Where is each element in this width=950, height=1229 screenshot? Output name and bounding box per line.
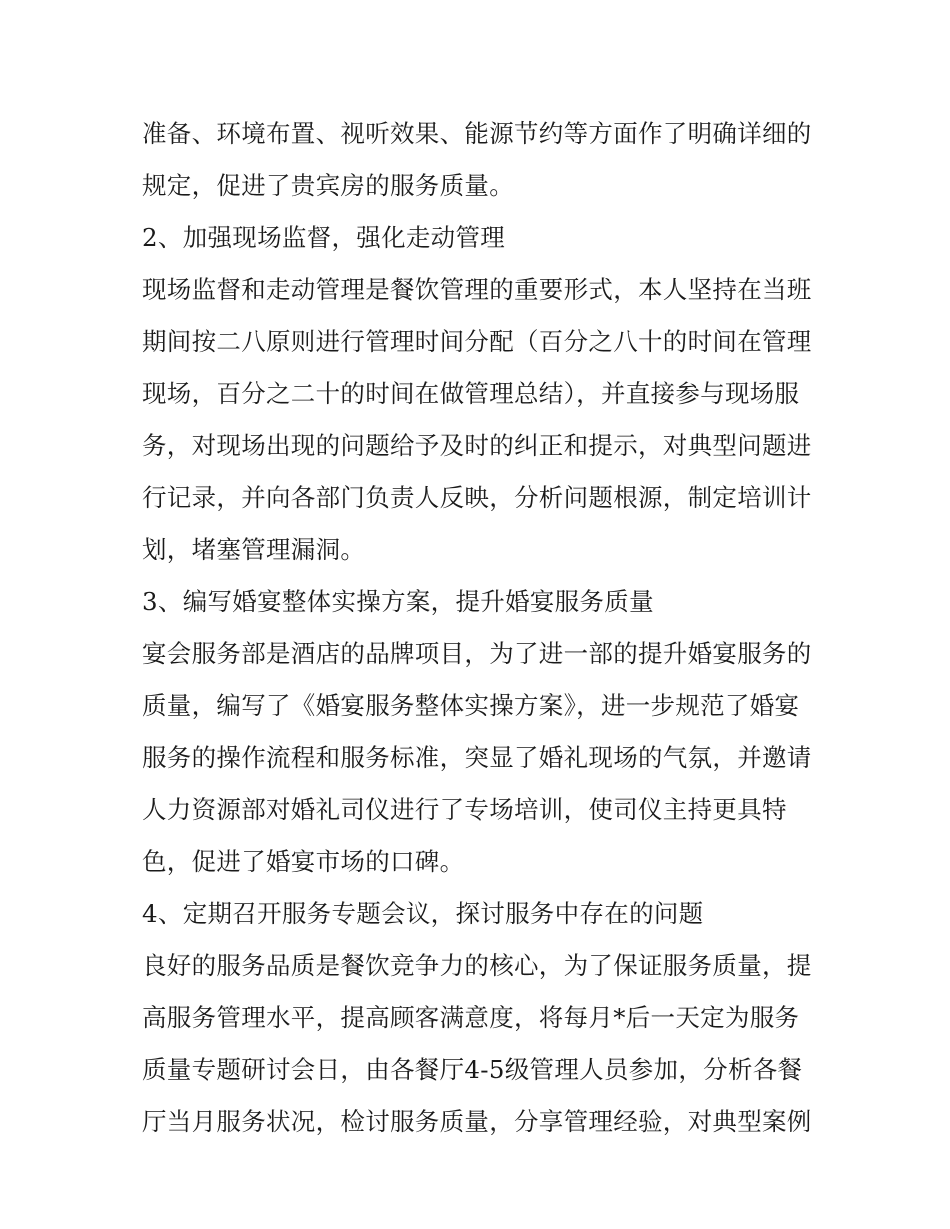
section-heading: 4、定期召开服务专题会议，探讨服务中存在的问题 bbox=[142, 899, 704, 928]
document-body bbox=[142, 108, 822, 1148]
paragraph-line: 行记录，并向各部门负责人反映，分析问题根源，制定培训计 bbox=[142, 483, 812, 512]
paragraph-line: 质量，编写了《婚宴服务整体实操方案》，进一步规范了婚宴 bbox=[142, 691, 800, 720]
paragraph-line: 厅当月服务状况，检讨服务质量，分享管理经验，对典型案例 bbox=[142, 1107, 812, 1136]
paragraph-line: 高服务管理水平，提高顾客满意度，将每月*后一天定为服务 bbox=[142, 1003, 800, 1032]
paragraph-line: 宴会服务部是酒店的品牌项目，为了进一部的提升婚宴服务的 bbox=[142, 639, 812, 668]
paragraph-line: 色，促进了婚宴市场的口碑。 bbox=[142, 847, 465, 876]
paragraph-line: 规定，促进了贵宾房的服务质量。 bbox=[142, 171, 514, 200]
paragraph-line: 质量专题研讨会日，由各餐厅4-5级管理人员参加，分析各餐 bbox=[142, 1055, 803, 1084]
paragraph-line: 划，堵塞管理漏洞。 bbox=[142, 535, 366, 564]
paragraph-line: 现场监督和走动管理是餐饮管理的重要形式，本人坚持在当班 bbox=[142, 275, 812, 304]
section-heading: 2、加强现场监督，强化走动管理 bbox=[142, 223, 506, 252]
paragraph-line: 良好的服务品质是餐饮竞争力的核心，为了保证服务质量，提 bbox=[142, 951, 812, 980]
paragraph-line: 务，对现场出现的问题给予及时的纠正和提示，对典型问题进 bbox=[142, 431, 812, 460]
paragraph-line: 服务的操作流程和服务标准，突显了婚礼现场的气氛，并邀请 bbox=[142, 743, 812, 772]
section-heading: 3、编写婚宴整体实操方案，提升婚宴服务质量 bbox=[142, 587, 654, 616]
paragraph-line: 现场，百分之二十的时间在做管理总结），并直接参与现场服 bbox=[142, 379, 800, 408]
paragraph-line: 人力资源部对婚礼司仪进行了专场培训，使司仪主持更具特 bbox=[142, 795, 787, 824]
paragraph-line: 准备、环境布置、视听效果、能源节约等方面作了明确详细的 bbox=[142, 119, 812, 148]
paragraph-line: 期间按二八原则进行管理时间分配（百分之八十的时间在管理 bbox=[142, 327, 812, 356]
